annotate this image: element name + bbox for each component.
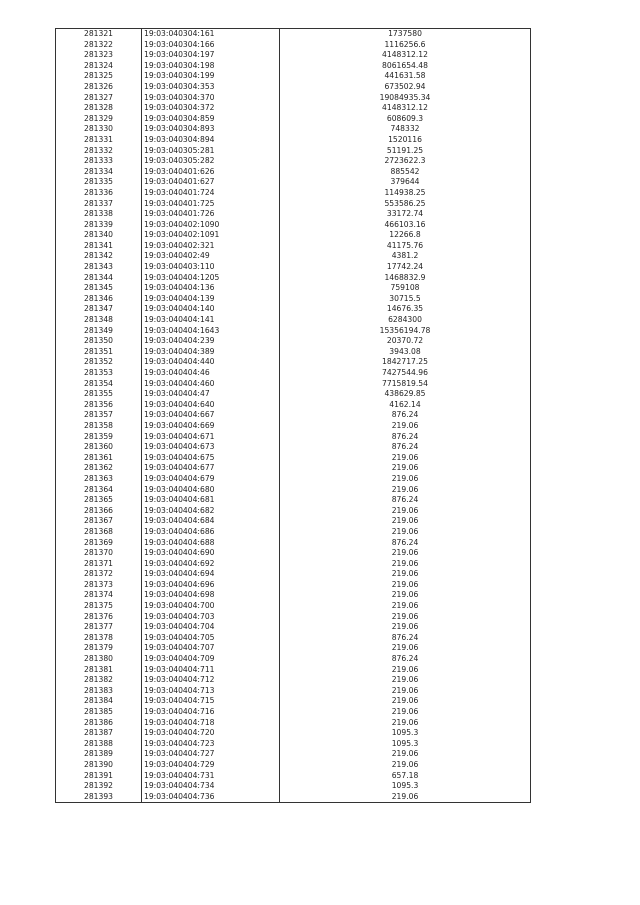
row-amount-cell: 219.06	[280, 643, 531, 654]
records-table	[55, 28, 531, 803]
row-id-cell: 281324	[56, 61, 142, 72]
row-amount-cell: 219.06	[280, 665, 531, 676]
row-reference-cell: 19:03:040404:671	[142, 432, 280, 443]
row-reference-cell: 19:03:040404:707	[142, 643, 280, 654]
row-reference-cell: 19:03:040404:669	[142, 421, 280, 432]
table-row	[56, 432, 531, 443]
row-amount-cell: 17742.24	[280, 262, 531, 273]
row-id-cell: 281354	[56, 379, 142, 390]
row-id-cell: 281388	[56, 739, 142, 750]
row-amount-cell: 673502.94	[280, 82, 531, 93]
row-id-cell: 281344	[56, 273, 142, 284]
row-id-cell: 281355	[56, 389, 142, 400]
row-reference-cell: 19:03:040401:626	[142, 167, 280, 178]
row-reference-cell: 19:03:040404:705	[142, 633, 280, 644]
table-row	[56, 241, 531, 252]
row-reference-cell: 19:03:040304:859	[142, 114, 280, 125]
row-amount-cell: 219.06	[280, 590, 531, 601]
row-reference-cell: 19:03:040404:700	[142, 601, 280, 612]
row-id-cell: 281377	[56, 622, 142, 633]
row-reference-cell: 19:03:040404:679	[142, 474, 280, 485]
row-reference-cell: 19:03:040404:686	[142, 527, 280, 538]
row-amount-cell: 3943.08	[280, 347, 531, 358]
row-reference-cell: 19:03:040403:110	[142, 262, 280, 273]
row-amount-cell: 379644	[280, 177, 531, 188]
row-reference-cell: 19:03:040404:141	[142, 315, 280, 326]
table-row	[56, 506, 531, 517]
table-row	[56, 40, 531, 51]
row-reference-cell: 19:03:040404:667	[142, 410, 280, 421]
table-row	[56, 50, 531, 61]
row-id-cell: 281351	[56, 347, 142, 358]
table-row	[56, 114, 531, 125]
row-amount-cell: 876.24	[280, 654, 531, 665]
row-amount-cell: 219.06	[280, 516, 531, 527]
row-id-cell: 281376	[56, 612, 142, 623]
table-row	[56, 71, 531, 82]
row-reference-cell: 19:03:040401:726	[142, 209, 280, 220]
table-row	[56, 146, 531, 157]
row-reference-cell: 19:03:040404:720	[142, 728, 280, 739]
row-id-cell: 281363	[56, 474, 142, 485]
table-row	[56, 347, 531, 358]
row-amount-cell: 20370.72	[280, 336, 531, 347]
row-amount-cell: 2723622.3	[280, 156, 531, 167]
row-amount-cell: 8061654.48	[280, 61, 531, 72]
table-row	[56, 379, 531, 390]
row-reference-cell: 19:03:040304:370	[142, 93, 280, 104]
row-reference-cell: 19:03:040404:690	[142, 548, 280, 559]
row-amount-cell: 885542	[280, 167, 531, 178]
table-row	[56, 675, 531, 686]
table-row	[56, 718, 531, 729]
row-reference-cell: 19:03:040404:136	[142, 283, 280, 294]
row-amount-cell: 219.06	[280, 622, 531, 633]
row-id-cell: 281369	[56, 538, 142, 549]
table-row	[56, 485, 531, 496]
row-id-cell: 281371	[56, 559, 142, 570]
row-reference-cell: 19:03:040304:353	[142, 82, 280, 93]
row-id-cell: 281333	[56, 156, 142, 167]
table-row	[56, 781, 531, 792]
row-amount-cell: 51191.25	[280, 146, 531, 157]
row-reference-cell: 19:03:040404:703	[142, 612, 280, 623]
row-amount-cell: 4162.14	[280, 400, 531, 411]
records-table-body	[56, 29, 531, 803]
table-row	[56, 739, 531, 750]
row-id-cell: 281358	[56, 421, 142, 432]
row-id-cell: 281389	[56, 749, 142, 760]
row-amount-cell: 219.06	[280, 485, 531, 496]
table-row	[56, 580, 531, 591]
row-id-cell: 281382	[56, 675, 142, 686]
table-row	[56, 474, 531, 485]
row-id-cell: 281330	[56, 124, 142, 135]
row-id-cell: 281349	[56, 326, 142, 337]
row-reference-cell: 19:03:040401:724	[142, 188, 280, 199]
row-reference-cell: 19:03:040404:140	[142, 304, 280, 315]
table-row	[56, 569, 531, 580]
table-row	[56, 326, 531, 337]
row-reference-cell: 19:03:040404:1205	[142, 273, 280, 284]
row-amount-cell: 876.24	[280, 410, 531, 421]
table-row	[56, 188, 531, 199]
row-id-cell: 281329	[56, 114, 142, 125]
row-reference-cell: 19:03:040404:139	[142, 294, 280, 305]
row-amount-cell: 219.06	[280, 580, 531, 591]
row-reference-cell: 19:03:040402:321	[142, 241, 280, 252]
row-id-cell: 281342	[56, 251, 142, 262]
row-amount-cell: 219.06	[280, 559, 531, 570]
table-row	[56, 336, 531, 347]
table-row	[56, 495, 531, 506]
row-reference-cell: 19:03:040404:692	[142, 559, 280, 570]
row-id-cell: 281347	[56, 304, 142, 315]
row-reference-cell: 19:03:040404:688	[142, 538, 280, 549]
row-amount-cell: 759108	[280, 283, 531, 294]
row-id-cell: 281372	[56, 569, 142, 580]
row-id-cell: 281353	[56, 368, 142, 379]
row-id-cell: 281328	[56, 103, 142, 114]
table-row	[56, 538, 531, 549]
row-amount-cell: 438629.85	[280, 389, 531, 400]
row-reference-cell: 19:03:040404:694	[142, 569, 280, 580]
table-row	[56, 463, 531, 474]
row-id-cell: 281362	[56, 463, 142, 474]
table-row	[56, 707, 531, 718]
row-amount-cell: 33172.74	[280, 209, 531, 220]
row-id-cell: 281365	[56, 495, 142, 506]
row-amount-cell: 4381.2	[280, 251, 531, 262]
row-id-cell: 281391	[56, 771, 142, 782]
row-amount-cell: 1095.3	[280, 728, 531, 739]
row-reference-cell: 19:03:040304:893	[142, 124, 280, 135]
row-amount-cell: 1842717.25	[280, 357, 531, 368]
row-id-cell: 281339	[56, 220, 142, 231]
row-id-cell: 281337	[56, 199, 142, 210]
row-reference-cell: 19:03:040404:712	[142, 675, 280, 686]
row-amount-cell: 1095.3	[280, 739, 531, 750]
row-amount-cell: 219.06	[280, 612, 531, 623]
table-row	[56, 315, 531, 326]
row-amount-cell: 748332	[280, 124, 531, 135]
row-id-cell: 281387	[56, 728, 142, 739]
row-reference-cell: 19:03:040404:239	[142, 336, 280, 347]
table-row	[56, 548, 531, 559]
row-amount-cell: 219.06	[280, 696, 531, 707]
table-row	[56, 643, 531, 654]
row-reference-cell: 19:03:040404:709	[142, 654, 280, 665]
table-row	[56, 209, 531, 220]
table-row	[56, 516, 531, 527]
row-id-cell: 281374	[56, 590, 142, 601]
row-reference-cell: 19:03:040404:1643	[142, 326, 280, 337]
row-amount-cell: 876.24	[280, 633, 531, 644]
row-amount-cell: 876.24	[280, 495, 531, 506]
table-row	[56, 633, 531, 644]
row-id-cell: 281338	[56, 209, 142, 220]
table-row	[56, 590, 531, 601]
row-id-cell: 281352	[56, 357, 142, 368]
row-id-cell: 281321	[56, 29, 142, 40]
row-reference-cell: 19:03:040404:680	[142, 485, 280, 496]
row-id-cell: 281322	[56, 40, 142, 51]
row-reference-cell: 19:03:040402:1090	[142, 220, 280, 231]
table-row	[56, 622, 531, 633]
table-row	[56, 612, 531, 623]
row-reference-cell: 19:03:040401:725	[142, 199, 280, 210]
row-reference-cell: 19:03:040304:197	[142, 50, 280, 61]
table-row	[56, 453, 531, 464]
row-id-cell: 281345	[56, 283, 142, 294]
row-amount-cell: 1468832.9	[280, 273, 531, 284]
row-amount-cell: 1095.3	[280, 781, 531, 792]
row-amount-cell: 608609.3	[280, 114, 531, 125]
row-amount-cell: 6284300	[280, 315, 531, 326]
row-amount-cell: 553586.25	[280, 199, 531, 210]
row-id-cell: 281335	[56, 177, 142, 188]
row-id-cell: 281385	[56, 707, 142, 718]
row-amount-cell: 876.24	[280, 442, 531, 453]
row-reference-cell: 19:03:040404:681	[142, 495, 280, 506]
row-reference-cell: 19:03:040404:696	[142, 580, 280, 591]
row-reference-cell: 19:03:040404:389	[142, 347, 280, 358]
row-amount-cell: 41175.76	[280, 241, 531, 252]
row-id-cell: 281378	[56, 633, 142, 644]
row-amount-cell: 219.06	[280, 718, 531, 729]
row-id-cell: 281346	[56, 294, 142, 305]
row-id-cell: 281348	[56, 315, 142, 326]
row-amount-cell: 219.06	[280, 421, 531, 432]
row-amount-cell: 219.06	[280, 527, 531, 538]
row-amount-cell: 219.06	[280, 749, 531, 760]
row-id-cell: 281383	[56, 686, 142, 697]
row-id-cell: 281390	[56, 760, 142, 771]
row-amount-cell: 19084935.34	[280, 93, 531, 104]
row-id-cell: 281361	[56, 453, 142, 464]
table-row	[56, 124, 531, 135]
row-reference-cell: 19:03:040404:675	[142, 453, 280, 464]
table-row	[56, 442, 531, 453]
row-id-cell: 281332	[56, 146, 142, 157]
row-amount-cell: 219.06	[280, 707, 531, 718]
row-amount-cell: 219.06	[280, 675, 531, 686]
row-id-cell: 281331	[56, 135, 142, 146]
row-amount-cell: 219.06	[280, 463, 531, 474]
row-reference-cell: 19:03:040404:684	[142, 516, 280, 527]
row-id-cell: 281350	[56, 336, 142, 347]
row-reference-cell: 19:03:040404:47	[142, 389, 280, 400]
row-reference-cell: 19:03:040404:460	[142, 379, 280, 390]
table-row	[56, 410, 531, 421]
row-reference-cell: 19:03:040404:718	[142, 718, 280, 729]
table-row	[56, 29, 531, 40]
table-row	[56, 749, 531, 760]
row-reference-cell: 19:03:040304:372	[142, 103, 280, 114]
row-id-cell: 281357	[56, 410, 142, 421]
row-amount-cell: 876.24	[280, 432, 531, 443]
row-amount-cell: 466103.16	[280, 220, 531, 231]
row-id-cell: 281370	[56, 548, 142, 559]
row-amount-cell: 1116256.6	[280, 40, 531, 51]
table-row	[56, 601, 531, 612]
row-id-cell: 281360	[56, 442, 142, 453]
row-amount-cell: 219.06	[280, 686, 531, 697]
row-reference-cell: 19:03:040404:440	[142, 357, 280, 368]
row-reference-cell: 19:03:040304:199	[142, 71, 280, 82]
table-row	[56, 527, 531, 538]
row-reference-cell: 19:03:040404:723	[142, 739, 280, 750]
row-id-cell: 281327	[56, 93, 142, 104]
row-id-cell: 281381	[56, 665, 142, 676]
row-reference-cell: 19:03:040404:716	[142, 707, 280, 718]
row-reference-cell: 19:03:040404:698	[142, 590, 280, 601]
table-row	[56, 156, 531, 167]
table-row	[56, 665, 531, 676]
row-reference-cell: 19:03:040404:46	[142, 368, 280, 379]
row-id-cell: 281340	[56, 230, 142, 241]
row-reference-cell: 19:03:040402:1091	[142, 230, 280, 241]
row-amount-cell: 219.06	[280, 601, 531, 612]
table-row	[56, 421, 531, 432]
row-amount-cell: 4148312.12	[280, 50, 531, 61]
row-amount-cell: 219.06	[280, 792, 531, 803]
row-reference-cell: 19:03:040304:161	[142, 29, 280, 40]
table-row	[56, 251, 531, 262]
row-amount-cell: 657.18	[280, 771, 531, 782]
row-id-cell: 281368	[56, 527, 142, 538]
row-reference-cell: 19:03:040401:627	[142, 177, 280, 188]
table-row	[56, 686, 531, 697]
table-row	[56, 167, 531, 178]
table-row	[56, 368, 531, 379]
row-reference-cell: 19:03:040404:673	[142, 442, 280, 453]
row-reference-cell: 19:03:040304:166	[142, 40, 280, 51]
table-row	[56, 728, 531, 739]
row-amount-cell: 30715.5	[280, 294, 531, 305]
row-id-cell: 281336	[56, 188, 142, 199]
row-amount-cell: 1520116	[280, 135, 531, 146]
table-row	[56, 400, 531, 411]
table-row	[56, 262, 531, 273]
row-id-cell: 281386	[56, 718, 142, 729]
row-amount-cell: 114938.25	[280, 188, 531, 199]
row-amount-cell: 219.06	[280, 569, 531, 580]
row-reference-cell: 19:03:040304:894	[142, 135, 280, 146]
table-row	[56, 771, 531, 782]
row-amount-cell: 14676.35	[280, 304, 531, 315]
row-reference-cell: 19:03:040404:736	[142, 792, 280, 803]
row-reference-cell: 19:03:040404:731	[142, 771, 280, 782]
table-row	[56, 559, 531, 570]
row-reference-cell: 19:03:040404:677	[142, 463, 280, 474]
table-row	[56, 792, 531, 803]
row-id-cell: 281366	[56, 506, 142, 517]
row-reference-cell: 19:03:040404:727	[142, 749, 280, 760]
table-row	[56, 177, 531, 188]
row-id-cell: 281356	[56, 400, 142, 411]
table-row	[56, 273, 531, 284]
table-row	[56, 696, 531, 707]
row-id-cell: 281384	[56, 696, 142, 707]
table-row	[56, 135, 531, 146]
row-id-cell: 281375	[56, 601, 142, 612]
row-reference-cell: 19:03:040404:711	[142, 665, 280, 676]
row-reference-cell: 19:03:040404:734	[142, 781, 280, 792]
row-amount-cell: 219.06	[280, 474, 531, 485]
row-amount-cell: 876.24	[280, 538, 531, 549]
row-amount-cell: 12266.8	[280, 230, 531, 241]
row-id-cell: 281379	[56, 643, 142, 654]
row-amount-cell: 7715819.54	[280, 379, 531, 390]
row-amount-cell: 1737580	[280, 29, 531, 40]
row-id-cell: 281393	[56, 792, 142, 803]
row-id-cell: 281323	[56, 50, 142, 61]
row-amount-cell: 219.06	[280, 760, 531, 771]
row-id-cell: 281341	[56, 241, 142, 252]
row-id-cell: 281392	[56, 781, 142, 792]
row-id-cell: 281380	[56, 654, 142, 665]
table-row	[56, 61, 531, 72]
row-amount-cell: 219.06	[280, 453, 531, 464]
row-reference-cell: 19:03:040305:281	[142, 146, 280, 157]
row-reference-cell: 19:03:040404:713	[142, 686, 280, 697]
row-reference-cell: 19:03:040404:682	[142, 506, 280, 517]
row-reference-cell: 19:03:040404:729	[142, 760, 280, 771]
row-amount-cell: 4148312.12	[280, 103, 531, 114]
table-row	[56, 654, 531, 665]
row-id-cell: 281325	[56, 71, 142, 82]
table-row	[56, 357, 531, 368]
table-row	[56, 220, 531, 231]
table-row	[56, 304, 531, 315]
table-row	[56, 760, 531, 771]
row-amount-cell: 219.06	[280, 506, 531, 517]
row-reference-cell: 19:03:040404:640	[142, 400, 280, 411]
row-amount-cell: 15356194.78	[280, 326, 531, 337]
row-reference-cell: 19:03:040402:49	[142, 251, 280, 262]
table-row	[56, 389, 531, 400]
table-row	[56, 199, 531, 210]
row-amount-cell: 219.06	[280, 548, 531, 559]
row-id-cell: 281326	[56, 82, 142, 93]
row-id-cell: 281343	[56, 262, 142, 273]
row-id-cell: 281364	[56, 485, 142, 496]
row-reference-cell: 19:03:040305:282	[142, 156, 280, 167]
row-reference-cell: 19:03:040404:704	[142, 622, 280, 633]
table-row	[56, 283, 531, 294]
row-id-cell: 281334	[56, 167, 142, 178]
row-amount-cell: 7427544.96	[280, 368, 531, 379]
table-row	[56, 93, 531, 104]
row-amount-cell: 441631.58	[280, 71, 531, 82]
row-reference-cell: 19:03:040304:198	[142, 61, 280, 72]
row-id-cell: 281359	[56, 432, 142, 443]
table-row	[56, 103, 531, 114]
table-row	[56, 294, 531, 305]
table-row	[56, 82, 531, 93]
row-reference-cell: 19:03:040404:715	[142, 696, 280, 707]
row-id-cell: 281373	[56, 580, 142, 591]
row-id-cell: 281367	[56, 516, 142, 527]
table-row	[56, 230, 531, 241]
